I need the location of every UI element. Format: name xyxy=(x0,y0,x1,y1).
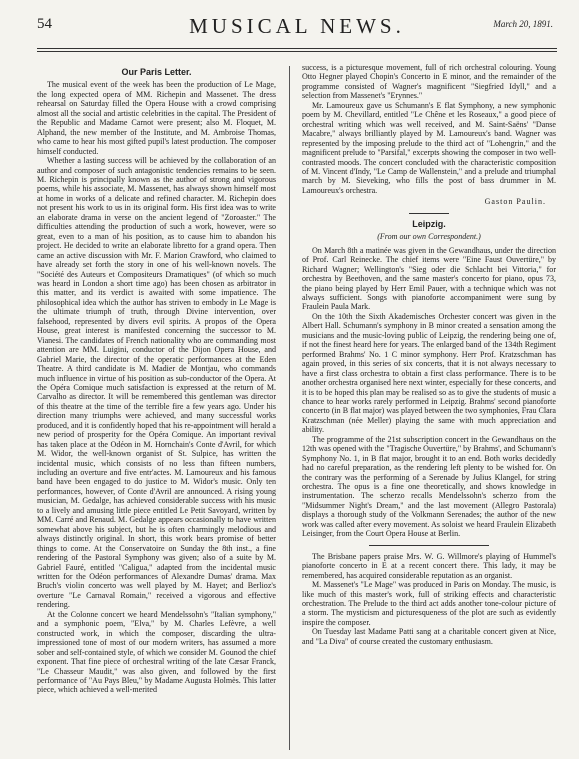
paragraph: The musical event of the week has been the production of Le Mage, the long expected opera of MM. Richepin and Massenet. The dress rehearsal on Saturday filled the Opera House with a crowd comprising almost all the social and artistic celebrities in the capital. The President of the Republic and Madame Carnot were present; also M. Floquet, M. Alphand, the new member of the Institute, and M. Ambroise Thomas, who came to hear his most gifted pupil's latest production. The composer himself conducted. xyxy=(37,80,276,156)
left-column xyxy=(37,66,276,695)
paragraph: success, is a picturesque movement, full of rich orchestral colouring. Young Otto Hegner played Chopin's Concerto in E minor, and the remainder of the programme consisted of Wagner's magnificent "Siegfried Idyll," and a selection from Massenet's "Erynnes." xyxy=(302,63,556,101)
paragraph: On the 10th the Sixth Akademisches Orchester concert was given in the Albert Hall. Schumann's symphony in B minor created a sensation among the musicians and the music-loving public of Leipzig, the rendering being one of, if not the finest heard here for years. The enlarged band of the 134th Regiment performed Brahms' No. 1 C minor symphony. Herr Prof. Kratzschman has again proved, in this series of six concerts, that it is not always necessary to have a first class orchestra to obtain a first class performance. There is to be another orchestra organised here next winter, especially for these concerts, and it is to be hoped this plan may be realised so as to give the students of music a chance to hear works rarely performed in Leipzig. Brahms' second pianoforte concerto (in B flat major) was played between the two symphonies, Frau Clara Kratzschman (née Meller) playing the same with much appreciation and ability. xyxy=(302,311,556,435)
paragraph: M. Massenet's "Le Mage" was produced in Paris on Monday. The music, is like much of this master's work, full of striking effects and characteristic orchestration. The Prelude to the third act adds another tone-colour picture of a storm. The mysticism and picturesqueness of the plot are such as evidently inspire the composer. xyxy=(302,580,556,627)
header-rule-top xyxy=(37,48,557,49)
article-title-paris: Our Paris Letter. xyxy=(121,67,192,77)
page-number: 54 xyxy=(37,16,52,32)
author-signature: Gaston Paulin. xyxy=(484,197,546,207)
column-divider xyxy=(289,66,290,750)
issue-date: March 20, 1891. xyxy=(493,19,553,29)
article-title-leipzig: Leipzig. xyxy=(412,218,446,229)
article-subtitle: (From our own Correspondent.) xyxy=(377,232,481,242)
paragraph: At the Colonne concert we heard Mendelssohn's "Italian symphony," and a symphonic poem, "Elva," by M. Charles Lefèvre, a well constructed work, in which the composer, discarding the ultra-impressioned tone of most of our modern writers, has assumed a more sober and self-contained style, of which we consider M. Gounod the chief exponent. That fine piece of orchestral writing of the late Cæsar Franck, "Le Chasseur Maudit," was also given, and followed by the first performance of "Au Pays Bleu," by Madame Augusta Holmès. This latter piece, which achieved a well-merited xyxy=(37,609,276,695)
paragraph: The programme of the 21st subscription concert in the Gewandhaus on the 12th was opened with the "Tragische Ouvertüre," by Brahms', and Schumann's Symphony No. 1, in B flat major, brought it to an end. Both works decidedly had no careful preparation, as the rendering left plenty to be wished for. On the contrary was the performing of a Serenade by Julius Klangel, for string orchestra. The opus is a fine one theoretically, and shows knowledge in instrumentation. The scherzo recalls Mendelssohn's scherzo from the "Midsummer Night's Dream," and the last movement (Allegro Pastorala) displays a thorough study of the Volkmann Serenades; the author of the new work was called after every movement. As soloist we heard Fraulein Elizabeth Leisinger, from the Court Opera House at Berlin. xyxy=(302,434,556,539)
paragraph: The Brisbane papers praise Mrs. W. G. Willmore's playing of Hummel's pianoforte concerto in E at a recent concert there. This lady, it may be remembered, has acquired considerable reputation as an organist. xyxy=(302,551,556,580)
page-header xyxy=(37,10,557,44)
section-rule xyxy=(409,213,449,214)
header-rule-bottom xyxy=(37,51,557,52)
paragraph: On March 8th a matinée was given in the Gewandhaus, under the direction of Prof. Carl Reinecke. The chief items were "Eine Faust Ouvertüre," by Richard Wagner; Wellington's "Sieg oder die Schlacht bei Vittoria," for orchestra by Beethoven, and the same master's concerto for piano, opus 73, the piano being played by Herr Emil Pauer, with a technique which was not always sufficient. Songs with pianoforte accompaniment were sung by Fraulein Paula Mark. xyxy=(302,245,556,312)
right-column xyxy=(302,63,556,646)
paragraph: On Tuesday last Madame Patti sang at a charitable concert given at Nice, and "La Diva" of course created the customary enthusiasm. xyxy=(302,627,556,646)
section-rule xyxy=(369,545,489,546)
masthead-title: MUSICAL NEWS. xyxy=(189,14,405,38)
paragraph: Mr. Lamoureux gave us Schumann's E flat Symphony, a new symphonic poem by M. Chevillard, entitled "Le Chêne et les Roseaux," a good piece of orchestral writing which was well received, and M. Saint-Saëns' "Danse Macabre," always brilliantly played by M. Lamoureux's band. Wagner was represented by the imposing prelude to the third act of "Lohengrin," and the magnificent prelude to "Parsifal," excerpts showing the composer in two well-contrasted moods. The concert concluded with the characteristic composition of M. Vincent d'Indy, "Le Camp de Wallenstein," and a prelude and triumphal march by M. Sieveking, who fills the post of bass drummer in M. Lamoureux's orchestra. xyxy=(302,100,556,195)
paragraph: Whether a lasting success will be achieved by the collaboration of an author and composer of such antagonistic tendencies remains to be seen. M. Richepin is principally known as the author of strong and vigorous poems, while his associate, M. Massenet, has always shown himself most at home in works of a delicate and refined character. M. Richepin does not present his work to us in its original form. His first idea was to write an elaborate drama in verse on the ancient legend of "Zoroaster." The difficulties attending the production of such a work, however, were so great, even to a man of his position, as to cause him to abandon his project. He decided to write an elaborate libretto for a grand opera. Then came an active discussion with Mr. F. Marion Crawford, who claimed to have already set forth the story in one of his well-known novels. The "Société des Auteurs et Compositeurs Dramatiques" (of which so much was heard in London a short time ago) has been chosen as arbitrator in this matter, and its verdict is awaited with some impatience. The philosophical idea which the author has striven to embody in Le Mage is the ultimate triumph of truth, through Divine intervention, over falsehood, represented by divers evil spirits. A propos of the Opera House, great interest is manifested concerning the successor to M. Vianesi. The candidates of French nationality who are commanding most attention are MM. Luigini, conductor of the Dijon Opera House, and Gabriel Marie, the director of the operatic performances at the Eden Theatre. A third candidate is M. Madier de Montjau, who commands much influence in virtue of his position as sub-conductor of the Opera. At the Opéra Comique much satisfaction is expressed at the return of M. Carvalho as director. It will be remembered this gentleman was director of this theatre at the time of the terrible fire a few years ago. Under his direction many triumphs were achieved, and many successful works produced, and it is confidently hoped that his re-appointment will herald a new period of prosperity for the Opéra Comique. An important revival has taken place at the Odéon in M. Hornchain's Conte d'Avril, for which M. Widor, the well-known organist of St. Sulpice, has written the incidental music, which consists of no less than fifteen numbers, including an overture and five entr'actes. M. Lamoureux and his famous band have been engaged to do justice to M. Widor's music. Only ten performances, however, of Conte d'Avril are announced. A rising young musician, M. Gedalge, has achieved considerable success with his music to a lively and amusing little piece entitled Le Petit Savoyard, written by MM. Carré and Renaud. M. Gedalge appears occasionally to have written somewhat above his subject, but he is often charmingly melodious and always distinctly original. In short, this work bears promise of better things to come. At the Conservatoire on Sunday the 8th inst., a fine rendering of the Pastoral Symphony was given; also of a suite by M. Gabriel Fauré, entitled "Caligua," adapted from the incidental music written for the Odéon performances of Alexandre Dumas' drama. Max Bruch's violin concerto was well played by M. Hayet; and Berlioz's overture "Le Carnaval Romain," received a vigorous and effective rendering. xyxy=(37,156,276,610)
